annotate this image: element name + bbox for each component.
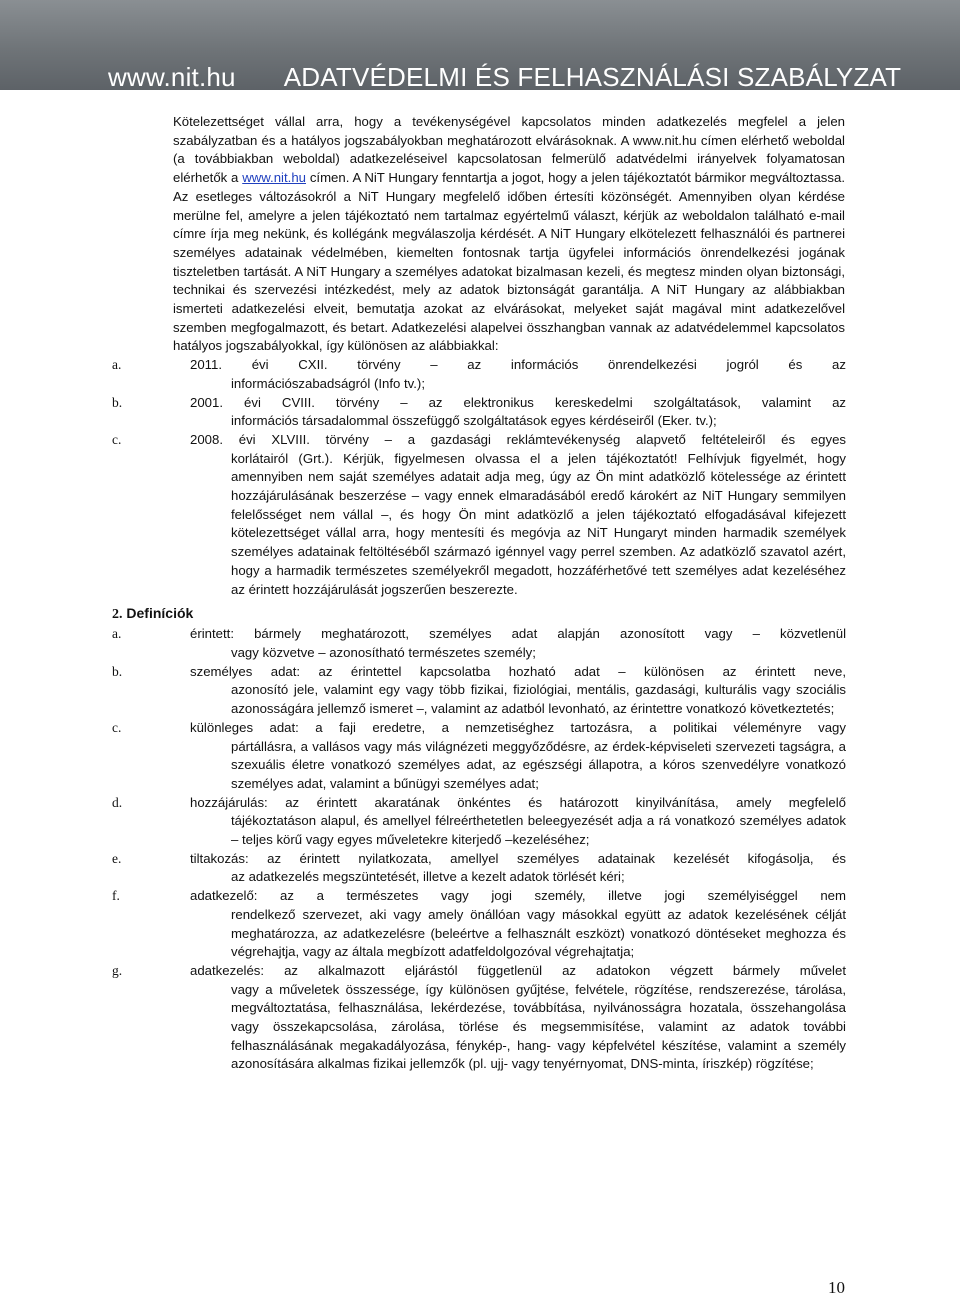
law-item-letter: c. [112,431,122,447]
definition-continuation: az adatkezelés megszüntetését, illetve a kezelt adatok törlését kéri; [231,869,625,885]
definition-first-line: tiltakozás: az érintett nyilatkozata, amellyel személyes adatainak kezelését kifogásolja, és [190,850,846,866]
intro-text-before-link: Kötelezettséget vállal arra, hogy a tevékenységével kapcsolatos minden adatkezelés megfelel a jelen szabályzatban és a hatályos jogszabályokban meghatározott elvárásoknak. A www.nit.hu címen elérhető weboldal (a továbbiakban weboldal) adatkezeléseivel kapcsolatosan felmerülő adatvédelmi irányelvek folyamatosan elérhetők a [173,114,845,186]
definition-letter: d. [112,794,123,810]
definition-letter: c. [112,719,122,735]
definition-item [0,625,960,662]
definition-continuation: pártállásra, a vallásos vagy más világnézeti meggyőződésre, az érdek-képviseleti szervezeti tagságra, a szexuális életre vonatkozó személyes adat, az egészségi állapotra, a kóros szenvedélyre vonatkozó személyes adat, valamint a bűnügyi személyes adat; [231,738,846,791]
definition-first-line: különleges adat: a faji eredetre, a nemzetiséghez tartozásra, a politikai véleményre vagy [190,719,846,735]
definition-letter: g. [112,962,123,978]
definition-item [0,663,960,719]
page-number: 10 [828,1278,845,1297]
definition-continuation: vagy közvetve – azonosítható természetes személy; [231,644,536,660]
section-number: 2. [112,607,123,623]
law-item-continuation: korlátairól (Grt.). Kérjük, figyelmesen olvassa el a jelen tájékoztatót! Felhívjuk figyelmét, hogy amennyiben nem saját személyes adatait adja meg, úgy az Ön mint adatközlő kötelessége az érintett hozzájárulásának beszerzése – vagy ennek elmaradásából eredő károkért az NiT Hungary semmilyen felelősséget nem vállal –, és hogy Ön mint adatközlő a jelen tájékoztató elfogadásával kifejezett kötelezettséget vállal arra, hogy mentesíti és megóvja az NiT Hungaryt minden harmadik személyek személyes adatainak feltöltéséből származó igénnyel vagy perrel szemben. Az adatközlő szavatol azért, hogy a harmadik természetes személyekről megadott, hozzáférhetővé tett személyes adat kezeléséhez az érintett hozzájárulását jogszerűen beszerezte. [231,450,846,597]
definition-first-line: érintett: bármely meghatározott, személyes adat alapján azonosított vagy – közvetlenül [190,626,846,642]
section-heading [112,603,960,625]
law-item [0,394,960,431]
law-item-first-line: 2001. évi CVIII. törvény – az elektronikus kereskedelmi szolgáltatások, valamint az [190,394,846,410]
law-item-first-line: 2008. évi XLVIII. törvény – a gazdasági reklámtevékenység alapvető feltételeiről és egyes [190,431,846,447]
definition-first-line: személyes adat: az érintettel kapcsolatba hozható adat – különösen az érintett neve, [190,663,846,679]
intro-text-after-link: címen. A NiT Hungary fenntartja a jogot, hogy a jelen tájékoztatót bármikor megváltoztassa. Az esetleges változásokról a NiT Hungary megfelelő időben értesíti közönségét. Amennyiben olyan kérdése merülne fel, amelyre a jelen tájékoztató nem tartalmaz egyértelmű választ, kérjük az weboldalon található e-mail címre írja meg nekünk, és kollégánk megválaszolja kérdését. A NiT Hungary elkötelezett felhasználói és partnerei személyes adatainak védelmében, kiemelten fontosnak tartja ügyfelei információs önrendelkezési jogának tiszteletben tartását. A NiT Hungary a személyes adatokat bizalmasan kezeli, és megtesz minden olyan biztonsági, technikai és szervezési intézkedést, mely az adatok biztonságát garantálja. A NiT Hungary az alábbiakban ismerteti adatkezelési elveit, bemutatja azokat az elvárásokat, melyeket saját magával mint adatkezelővel szemben megfogalmazott, és betart. Adatkezelési alapelvei összhangban vannak az adatvédelemmel kapcsolatos hatályos jogszabályokkal, így különösen az alábbiakkal: [173,170,845,354]
law-item-letter: a. [112,357,122,373]
law-item [0,356,960,393]
definition-item [0,850,960,887]
law-item-continuation: információszabadságról (Info tv.); [231,375,425,391]
definition-continuation: vagy a műveletek összessége, így különösen gyűjtése, felvétele, rögzítése, rendszerezése, tárolása, megváltoztatása, felhasználása, lekérdezése, továbbítása, nyilvánosságra hozatala, összehangolása vagy összekapcsolása, zárolása, törlése és megsemmisítése, valamint az adatok további felhasználásának megakadályozása, fénykép-, hang- vagy képfelvétel készítése, valamint a személy azonosítására alkalmas fizikai jellemzők (pl. ujj- vagy tenyérnyomat, DNS-minta, íriszkép) rögzítése; [231,981,846,1072]
definition-item [0,887,960,962]
header-text [108,62,901,90]
definition-first-line: hozzájárulás: az érintett akaratának önkéntes és határozott kinyilvánítása, amely megfelelő [190,794,846,810]
definition-letter: e. [112,850,122,866]
definition-item [0,719,960,794]
definition-item [0,794,960,850]
definition-first-line: adatkezelés: az alkalmazott eljárástól függetlenül az adatokon végzett bármely művelet [190,962,846,978]
page-header [0,0,960,90]
header-title: ADATVÉDELMI ÉS FELHASZNÁLÁSI SZABÁLYZAT [283,62,902,90]
law-list [0,356,960,599]
law-item-first-line: 2011. évi CXII. törvény – az információs önrendelkezési jogról és az [190,357,846,373]
law-item-continuation: információs társadalommal összefüggő szolgáltatások egyes kérdéseiről (Eker. tv.); [231,413,717,429]
header-site: www.nit.hu [108,62,236,90]
definition-continuation: azonosító jele, valamint egy vagy több fizikai, fiziológiai, mentális, gazdasági, kulturális vagy szociális azonosságára jellemző ismeret –, valamint az adatból levonható, az érintettre vonatkozó következtetés; [231,682,846,717]
definition-continuation: tájékoztatáson alapul, és amellyel félreérthetetlen beleegyezését adja a rá vonatkozó személyes adatok – teljes körű vagy egyes műveletekre kiterjedő –kezeléséhez; [231,813,846,848]
law-item-letter: b. [112,394,123,410]
intro-paragraph [173,113,845,356]
definition-letter: b. [112,663,123,679]
section-title: Definíciók [126,605,194,622]
document-body [0,113,960,1074]
definition-list [0,625,960,1074]
definition-continuation: rendelkező szervezet, aki vagy amely önállóan vagy másokkal együtt az adatok kezelésének célját meghatározza, az adatkezelésre (beleértve a felhasznált eszközt) vonatkozó döntéseket meghozza és végrehajtja, vagy az általa megbízott adatfeldolgozóval végrehajtatja; [231,906,846,960]
definition-item [0,962,960,1074]
nit-website-link[interactable]: www.nit.hu [242,170,306,186]
definition-first-line: adatkezelő: az a természetes vagy jogi személy, illetve jogi személyiséggel nem [190,888,846,904]
definition-letter: f. [112,888,120,904]
definition-letter: a. [112,626,122,642]
law-item [0,431,960,599]
